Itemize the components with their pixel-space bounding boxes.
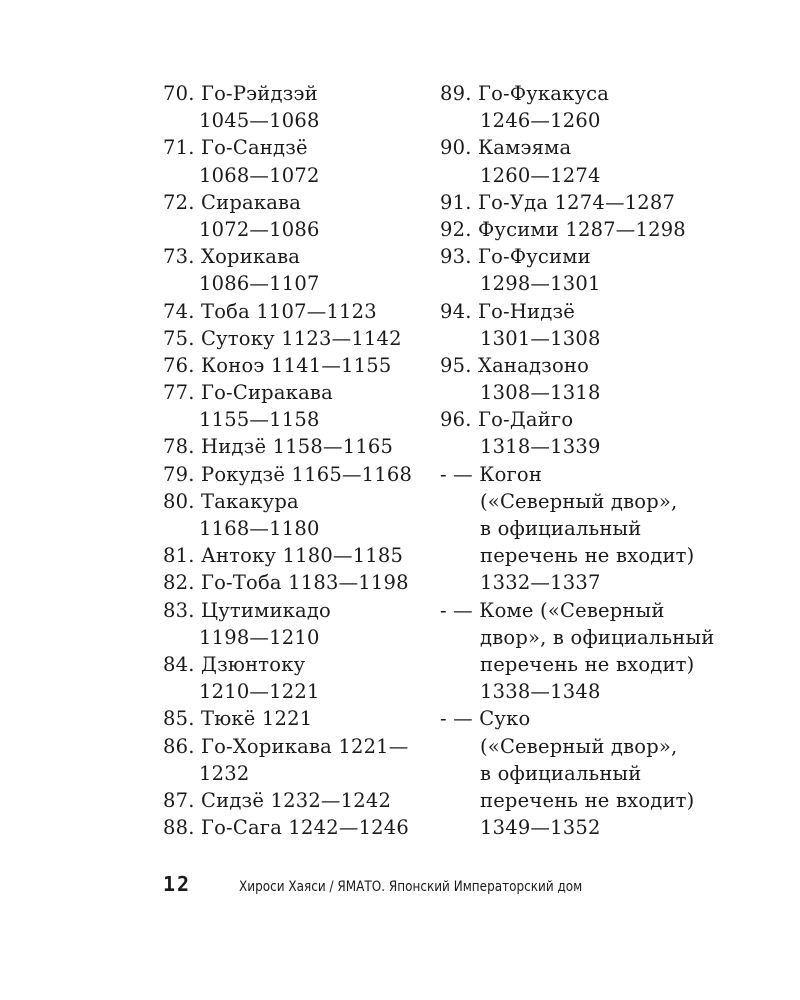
list-item: 86. Го-Хорикава 1221—: [163, 734, 409, 758]
list-item-continuation: («Северный двор»,: [480, 489, 678, 513]
page-footer: [163, 872, 763, 902]
list-item: 91. Го-Уда 1274—1287: [440, 190, 676, 214]
list-item: 83. Цутимикадо: [163, 598, 331, 622]
list-item: 74. Тоба 1107—1123: [163, 299, 377, 323]
list-item-continuation: в официальный: [480, 761, 642, 785]
list-item-continuation: двор», в официальный: [480, 625, 715, 649]
list-item-continuation: 1168—1180: [199, 517, 320, 540]
list-item: 94. Го-Нидзё: [440, 299, 576, 323]
list-item: - — Суко: [440, 707, 531, 731]
list-item: 85. Тюкё 1221: [163, 707, 313, 731]
list-item: 84. Дзюнтоку: [163, 652, 306, 676]
list-item-continuation: 1332—1337: [480, 571, 601, 595]
list-item: 70. Го-Рэйдзэй: [163, 82, 318, 105]
list-item-continuation: 1260—1274: [480, 163, 601, 187]
list-item: 87. Сидзё 1232—1242: [163, 788, 392, 812]
list-item-continuation: 1045—1068: [199, 109, 320, 133]
list-item: 73. Хорикава: [163, 245, 301, 269]
list-item: 88. Го-Сага 1242—1246: [163, 816, 409, 840]
list-item-continuation: 1198—1210: [199, 625, 320, 649]
right-column: [440, 80, 730, 841]
list-item-continuation: («Северный двор»,: [480, 734, 678, 758]
page-number: 12: [163, 872, 192, 896]
list-item: - — Когон: [440, 462, 543, 486]
list-item: 76. Коноэ 1141—1155: [163, 353, 392, 377]
list-item-continuation: 1298—1301: [480, 272, 601, 296]
list-item-continuation: в официальный: [480, 517, 642, 540]
list-item-continuation: 1155—1158: [199, 408, 320, 432]
list-item: 96. Го-Дайго: [440, 408, 574, 432]
list-item-continuation: 1210—1221: [199, 680, 320, 704]
list-item-continuation: 1068—1072: [199, 163, 320, 187]
list-item: 82. Го-Тоба 1183—1198: [163, 571, 409, 595]
list-item-continuation: перечень не входит): [480, 652, 695, 676]
list-item: 78. Нидзё 1158—1165: [163, 435, 394, 459]
list-item: 89. Го-Фукакуса: [440, 82, 610, 105]
list-item-continuation: 1086—1107: [199, 272, 320, 296]
list-item: 90. Камэяма: [440, 136, 572, 160]
list-item: - — Коме («Северный: [440, 598, 665, 622]
list-item-continuation: перечень не входит): [480, 788, 695, 812]
list-item-continuation: 1301—1308: [480, 326, 601, 350]
list-item: 77. Го-Сиракава: [163, 381, 333, 405]
list-item: 92. Фусими 1287—1298: [440, 217, 686, 241]
list-item-continuation: 1308—1318: [480, 381, 601, 405]
list-item-continuation: 1318—1339: [480, 435, 601, 459]
list-item: 75. Сутоку 1123—1142: [163, 326, 402, 350]
list-item: 80. Такакура: [163, 489, 299, 513]
list-item: 79. Рокудзё 1165—1168: [163, 462, 413, 486]
list-item-continuation: 1349—1352: [480, 816, 601, 840]
list-item: 95. Ханадзоно: [440, 353, 590, 377]
list-item-continuation: 1232: [199, 761, 250, 785]
list-item-continuation: 1072—1086: [199, 217, 320, 241]
list-item-continuation: 1246—1260: [480, 109, 601, 133]
list-item: 72. Сиракава: [163, 190, 302, 214]
list-item-continuation: 1338—1348: [480, 680, 601, 704]
left-column: [163, 80, 433, 841]
list-item-continuation: перечень не входит): [480, 544, 695, 568]
list-item: 81. Антоку 1180—1185: [163, 544, 404, 568]
list-item: 71. Го-Сандзё: [163, 136, 308, 160]
running-title: Хироси Хаяси / ЯМАТО. Японский Императорский дом: [239, 879, 583, 895]
list-item: 93. Го-Фусими: [440, 245, 591, 269]
